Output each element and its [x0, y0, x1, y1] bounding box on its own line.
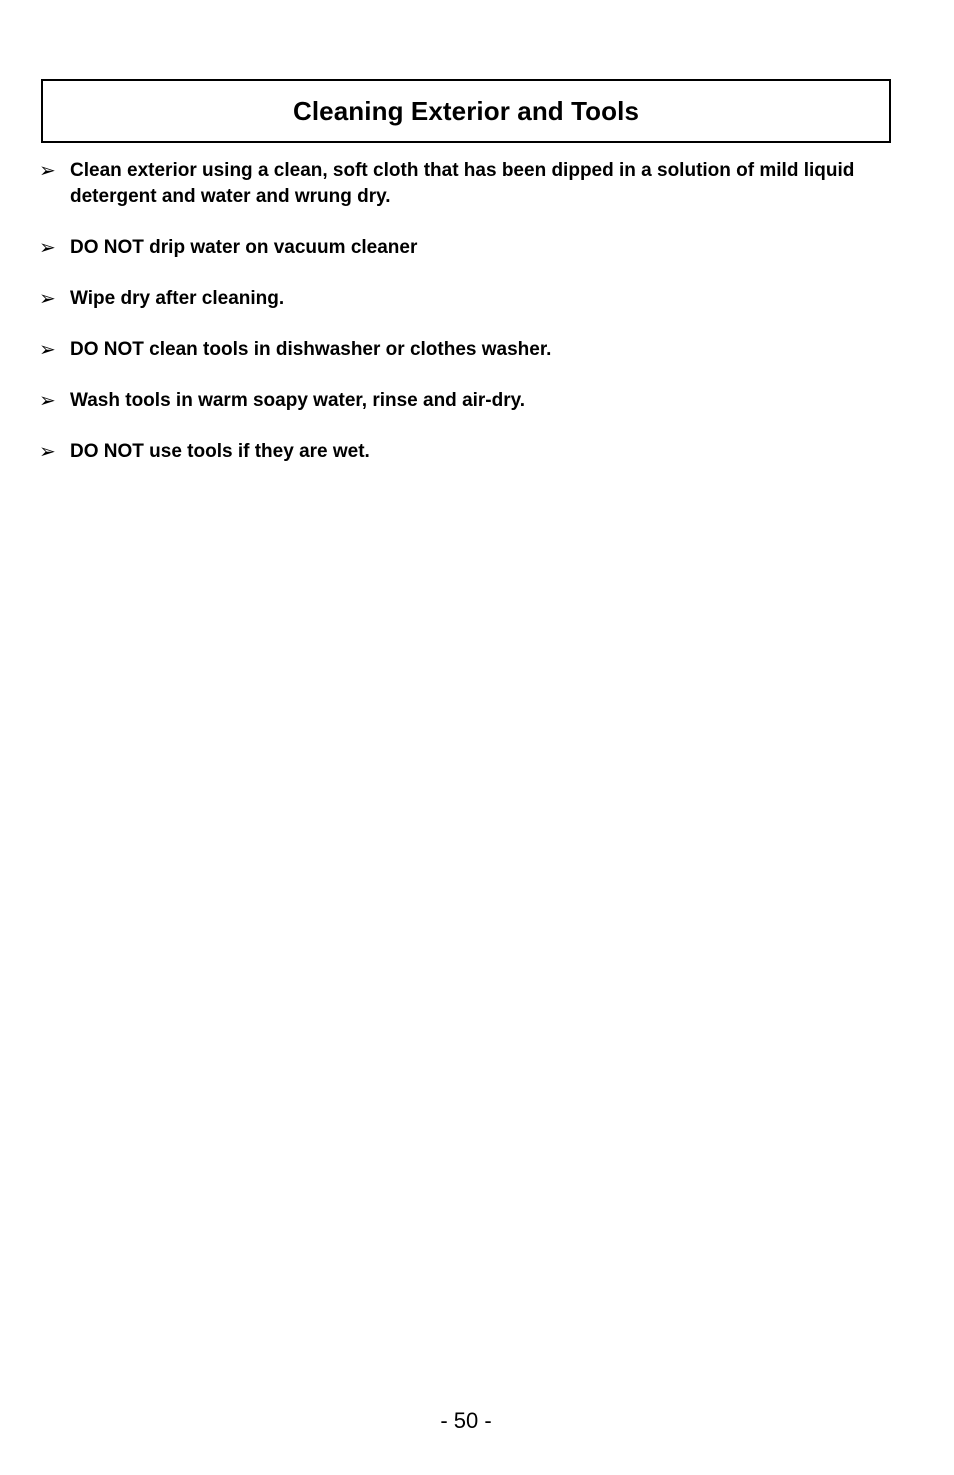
- list-item-text: Wash tools in warm soapy water, rinse and air-dry.: [70, 390, 526, 411]
- arrow-bullet-icon: ➢: [39, 237, 56, 259]
- list-item: [39, 158, 899, 210]
- list-item: [39, 235, 899, 261]
- arrow-bullet-icon: ➢: [39, 288, 56, 310]
- list-item: [39, 439, 899, 465]
- list-item: [39, 388, 899, 414]
- page-number: - 50 -: [440, 1408, 492, 1433]
- list-item-text: DO NOT use tools if they are wet.: [70, 441, 370, 462]
- list-item-text: DO NOT clean tools in dishwasher or clothes washer.: [70, 339, 552, 360]
- arrow-bullet-icon: ➢: [39, 390, 56, 412]
- arrow-bullet-icon: ➢: [39, 160, 56, 182]
- arrow-bullet-icon: ➢: [39, 339, 56, 361]
- list-item-text: Wipe dry after cleaning.: [70, 288, 285, 309]
- list-item: [39, 286, 899, 312]
- list-item: [39, 337, 899, 363]
- list-item-text: DO NOT drip water on vacuum cleaner: [70, 237, 418, 258]
- instruction-list: [39, 158, 899, 490]
- list-item-text: Clean exterior using a clean, soft cloth that has been dipped in a solution of mild liquid detergent and water and wrung dry.: [70, 160, 855, 207]
- arrow-bullet-icon: ➢: [39, 441, 56, 463]
- section-title-box: [41, 79, 891, 143]
- section-title: Cleaning Exterior and Tools: [292, 95, 640, 126]
